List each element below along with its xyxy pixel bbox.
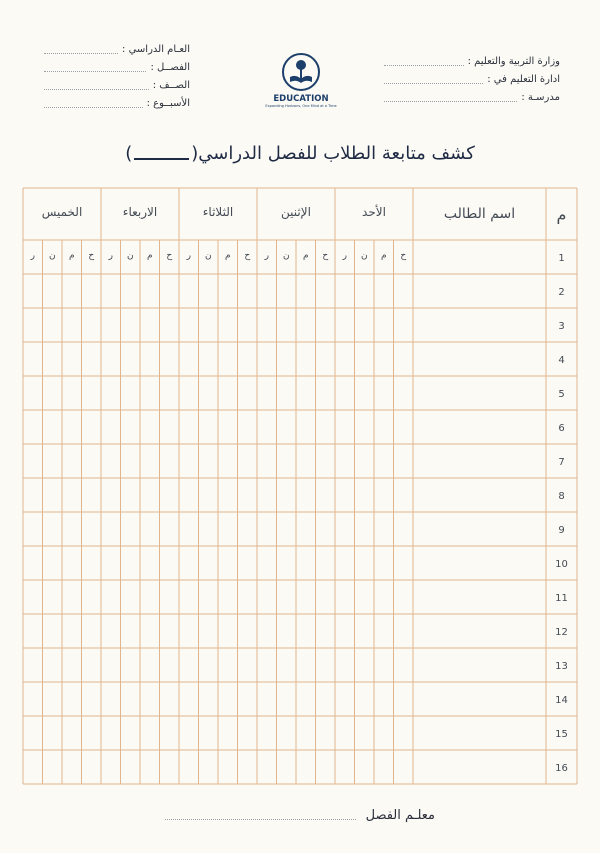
row-number: 4 bbox=[558, 355, 565, 366]
row-number: 14 bbox=[555, 695, 568, 706]
header-col-student-name: اسم الطالب bbox=[443, 206, 516, 222]
semester-label: الفصــل : bbox=[150, 61, 190, 73]
header-subcol: ح bbox=[244, 251, 251, 261]
header-subcol: م bbox=[302, 251, 309, 261]
title-close: ) bbox=[125, 143, 133, 164]
header-subcol: ح bbox=[166, 251, 173, 261]
header-day-0: الأحد bbox=[362, 205, 386, 219]
teacher-field[interactable] bbox=[165, 811, 356, 820]
header-subcol: ن bbox=[48, 251, 56, 261]
header-day-4: الخميس bbox=[41, 205, 83, 219]
school-label: مدرسـة : bbox=[521, 91, 560, 103]
header-subcol: م bbox=[68, 251, 75, 261]
header-subcol: ن bbox=[204, 251, 212, 261]
header-day-1: الإثنين bbox=[281, 205, 311, 219]
title-text: كشف متابعة الطلاب للفصل الدراسي( bbox=[191, 143, 475, 164]
logo-tagline: Expanding Horizons, One Mind at a Time bbox=[265, 104, 337, 108]
row-number: 2 bbox=[558, 287, 565, 298]
header-subcol: ر bbox=[186, 251, 191, 261]
row-number: 16 bbox=[555, 763, 568, 774]
row-number: 15 bbox=[555, 729, 568, 740]
class-label: الصــف : bbox=[152, 79, 190, 91]
header-subcol: ح bbox=[88, 251, 95, 261]
row-number: 9 bbox=[558, 525, 565, 536]
row-number: 12 bbox=[555, 627, 568, 638]
row-number: 1 bbox=[558, 253, 565, 264]
logo-brand: EDUCATION bbox=[273, 94, 329, 104]
row-number: 13 bbox=[555, 661, 568, 672]
row-number: 8 bbox=[558, 491, 565, 502]
header-subcol: ر bbox=[108, 251, 113, 261]
header-subcol: م bbox=[224, 251, 231, 261]
header-subcol: ر bbox=[30, 251, 35, 261]
header-col-number: م bbox=[556, 205, 567, 224]
year-label: العـام الدراسي : bbox=[122, 43, 190, 55]
header-day-2: الثلاثاء bbox=[202, 205, 234, 219]
teacher-label: معلـم الفصل bbox=[365, 808, 435, 823]
ministry-label: وزارة التربية والتعليم : bbox=[467, 55, 560, 67]
header-subcol: ن bbox=[126, 251, 134, 261]
row-number: 5 bbox=[558, 389, 565, 400]
header-subcol: ر bbox=[342, 251, 347, 261]
admin-label: ادارة التعليم في : bbox=[487, 73, 560, 85]
header-day-3: الاربعاء bbox=[122, 205, 158, 219]
header-subcol: ن bbox=[282, 251, 290, 261]
header-subcol: ر bbox=[264, 251, 269, 261]
header-subcol: م bbox=[380, 251, 387, 261]
header-subcol: ح bbox=[322, 251, 329, 261]
row-number: 3 bbox=[558, 321, 565, 332]
header-subcol: ن bbox=[360, 251, 368, 261]
header-subcol: ح bbox=[400, 251, 407, 261]
row-number: 7 bbox=[558, 457, 565, 468]
row-number: 6 bbox=[558, 423, 565, 434]
week-label: الأسبــوع : bbox=[146, 97, 190, 109]
header-subcol: م bbox=[146, 251, 153, 261]
row-number: 11 bbox=[555, 593, 568, 604]
row-number: 10 bbox=[555, 559, 568, 570]
footer bbox=[165, 808, 435, 823]
